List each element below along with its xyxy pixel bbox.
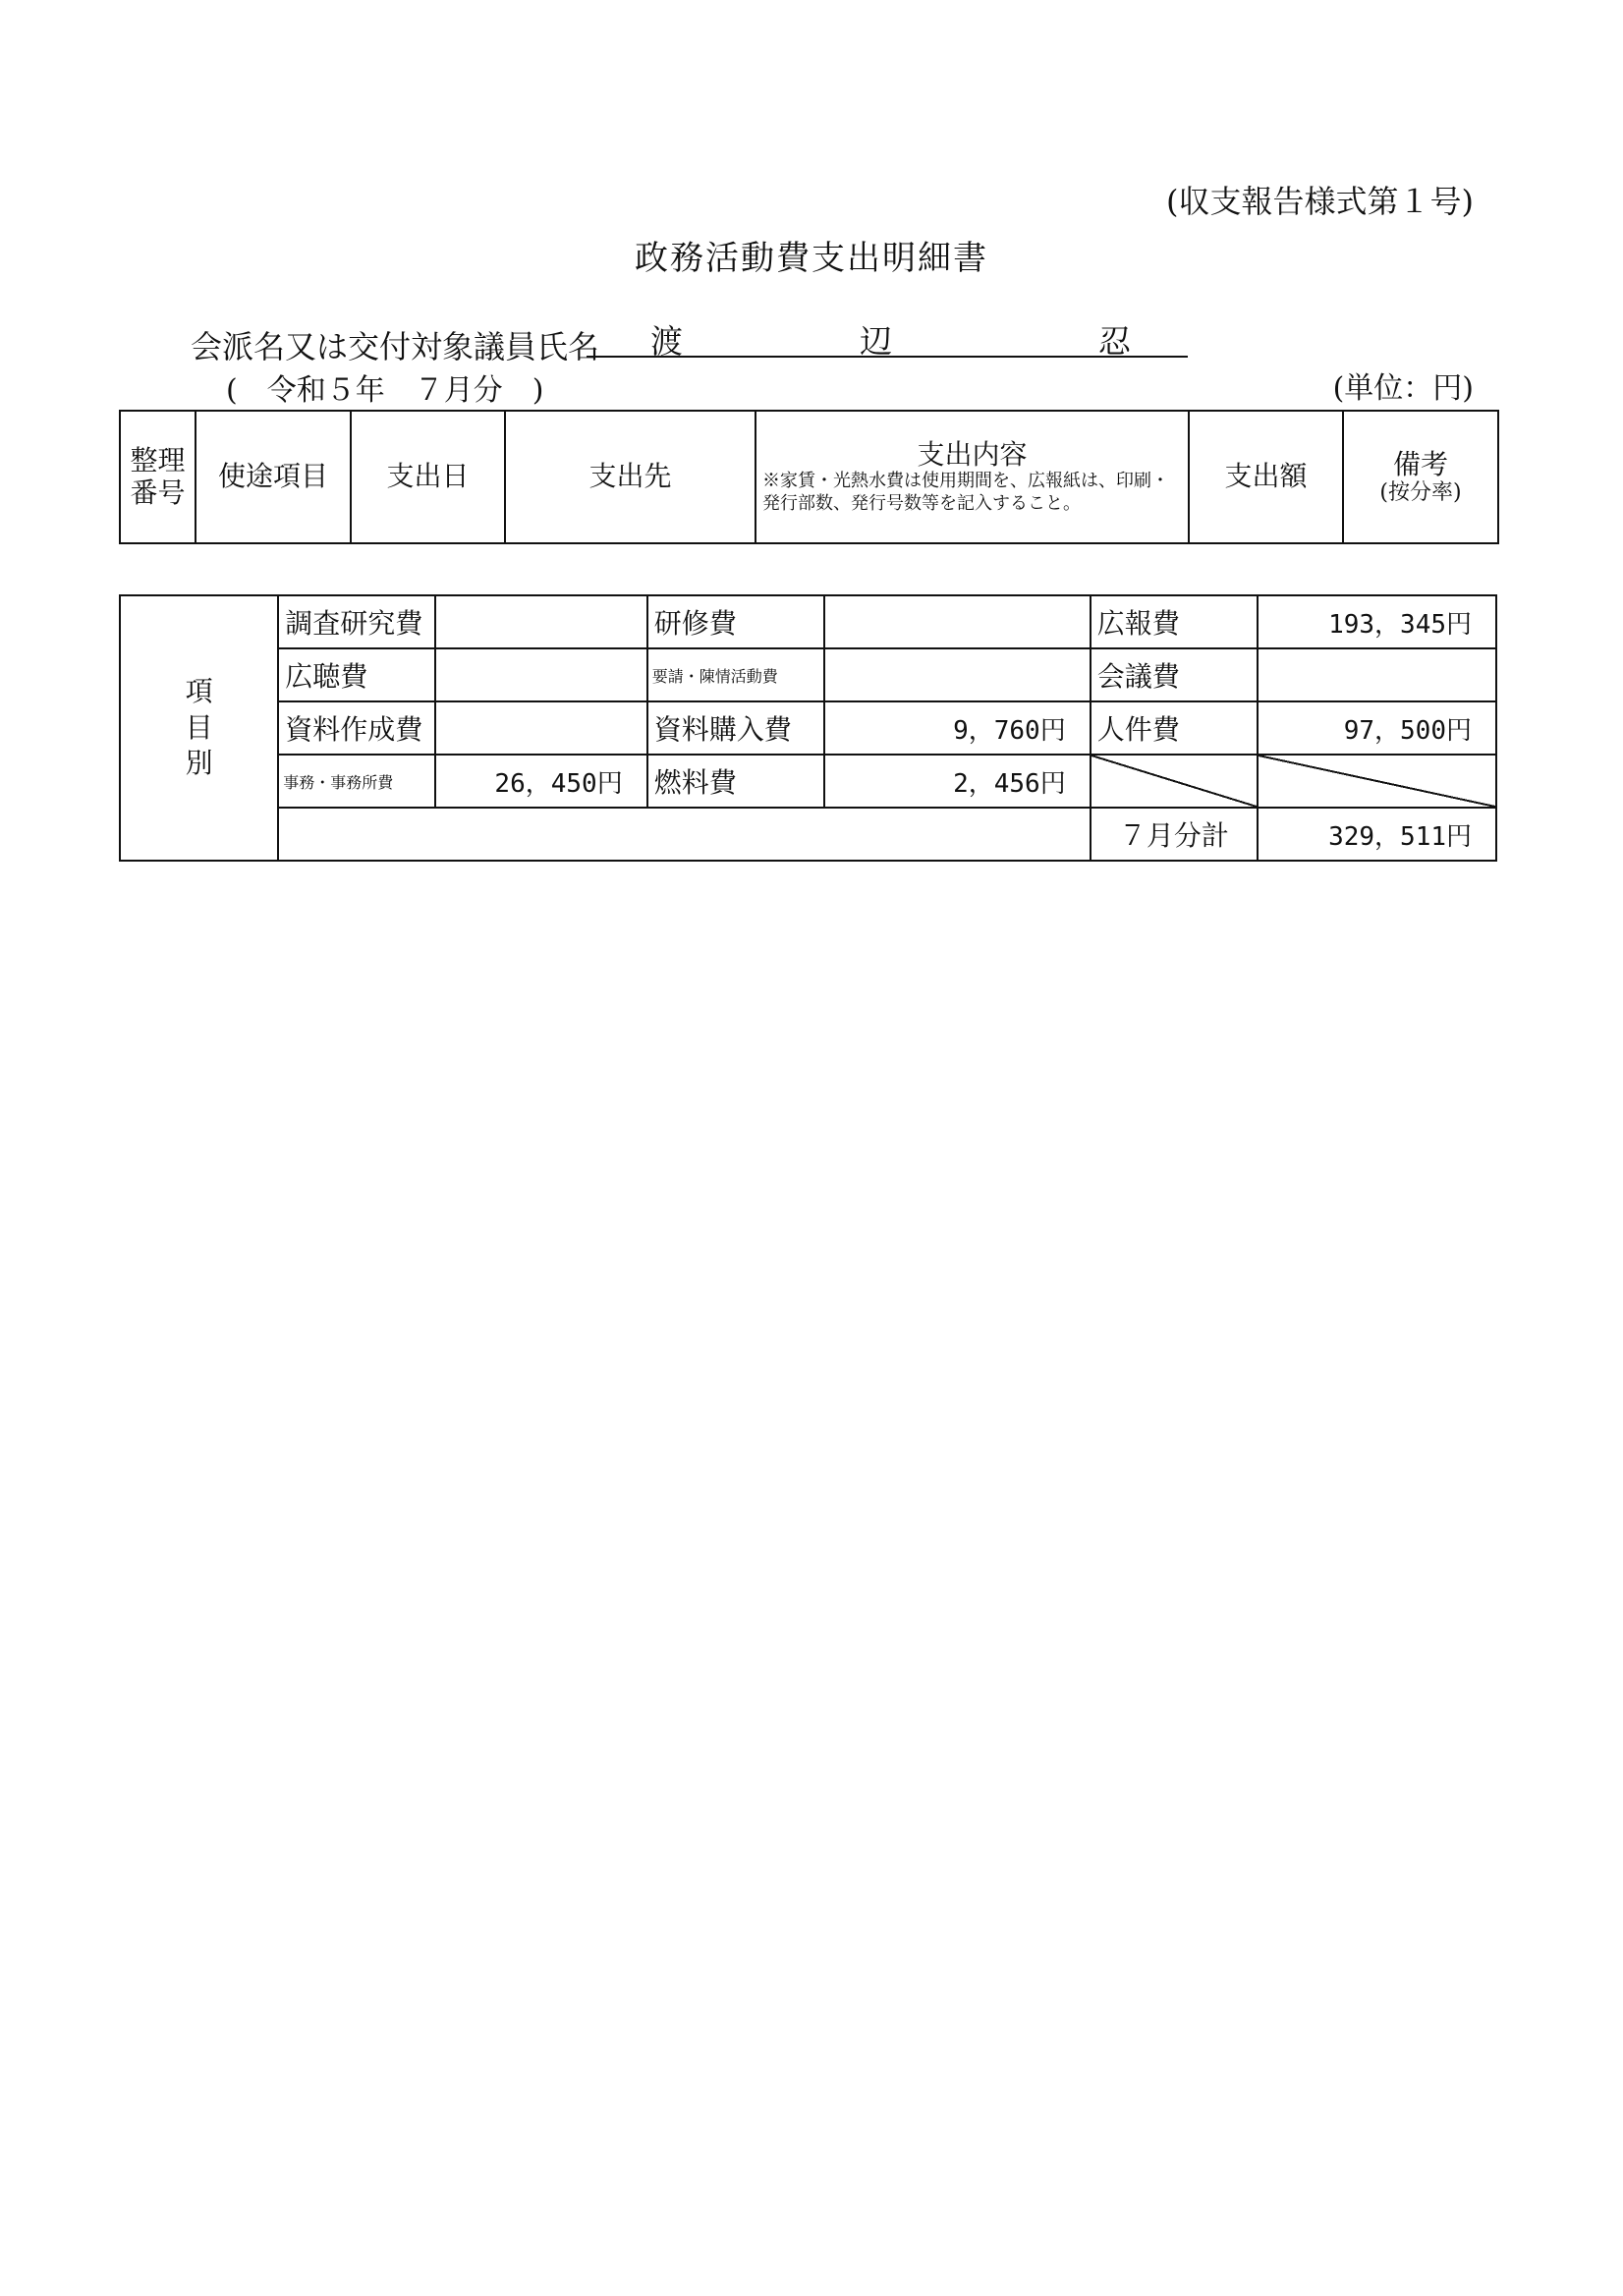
header-shishutsu-naiyo: 支出内容 ※家賃・光熱水費は使用期間を、広報紙は、印刷・発行部数、発行号数等を記入すること。 [756,411,1189,543]
category-amount: 97，500円 [1258,701,1496,755]
member-name-part: 渡 [650,322,683,361]
header-shishutsu-bi: 支出日 [351,411,505,543]
struck-out-cell [1258,755,1496,808]
category-label: 広報費 [1091,595,1258,648]
unit-label: (単位：円) [1332,371,1474,406]
category-amount: 9，760円 [824,701,1090,755]
category-label: 燃料費 [647,755,825,808]
category-label: 調査研究費 [278,595,435,648]
table-row [120,595,1496,648]
category-label: 人件費 [1091,701,1258,755]
header-seiri-bango: 整理 番号 [120,411,196,543]
category-amount [435,595,646,648]
category-label: 広聴費 [278,648,435,701]
total-amount: 329，511円 [1258,808,1496,861]
category-amount: 26，450円 [435,755,646,808]
category-label: 要請・陳情活動費 [647,648,825,701]
category-amount [1258,648,1496,701]
category-heading: 項 目 別 [120,595,278,861]
category-amount: 2，456円 [824,755,1090,808]
category-amount: 193，345円 [1258,595,1496,648]
member-name-part: 辺 [860,322,892,361]
struck-out-cell [1091,755,1258,808]
report-period: ( 令和５年 ７月分 ) [226,373,544,408]
table-row [120,701,1496,755]
header-bikou: 備考 (按分率) [1343,411,1498,543]
expense-header-table [119,410,1499,544]
header-shishutsu-saki: 支出先 [505,411,756,543]
header-shito-komoku: 使途項目 [196,411,351,543]
category-summary-table [119,594,1497,862]
total-label: ７月分計 [1091,808,1258,861]
document-title: 政務活動費支出明細書 [635,239,988,278]
category-label: 会議費 [1091,648,1258,701]
blank-cell [278,808,1090,861]
category-label: 事務・事務所費 [278,755,435,808]
table-row [120,648,1496,701]
form-number: (収支報告様式第１号) [1166,183,1474,220]
category-label: 資料購入費 [647,701,825,755]
category-amount [435,648,646,701]
table-row [120,808,1496,861]
category-amount [435,701,646,755]
member-name-part: 忍 [1098,322,1131,361]
category-amount [824,648,1090,701]
category-label: 資料作成費 [278,701,435,755]
table-row [120,755,1496,808]
category-amount [824,595,1090,648]
category-label: 研修費 [647,595,825,648]
name-label: 会派名又は交付対象議員氏名 [191,328,600,365]
header-shishutsu-gaku: 支出額 [1189,411,1343,543]
